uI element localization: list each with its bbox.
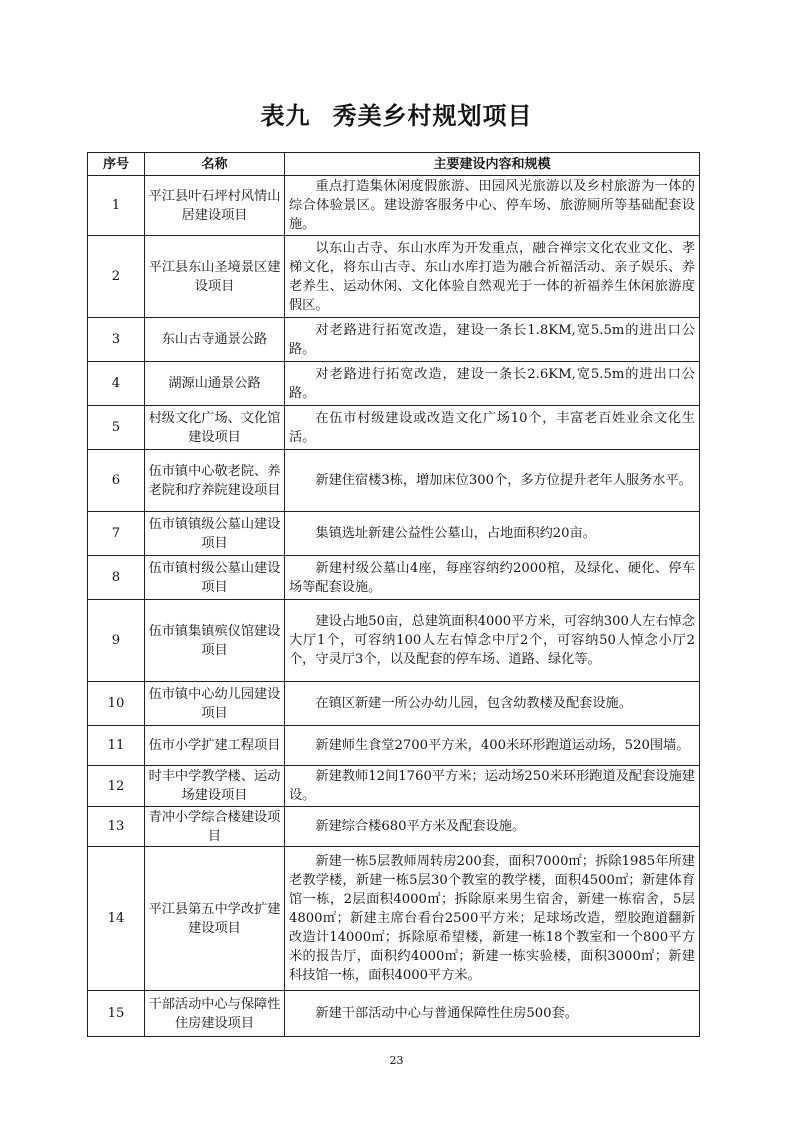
row-content: 对老路进行拓宽改造，建设一条长2.6KM,宽5.5m的进出口公路。 <box>285 362 700 406</box>
row-content: 新建师生食堂2700平方米，400米环形跑道运动场，520围墙。 <box>285 726 700 766</box>
row-name: 伍市镇镇级公墓山建设项目 <box>145 512 285 556</box>
row-content: 在镇区新建一所公办幼儿园，包含幼教楼及配套设施。 <box>285 682 700 726</box>
row-content: 新建干部活动中心与普通保障性住房500套。 <box>285 991 700 1037</box>
table-row <box>88 450 700 512</box>
title-text: 秀美乡村规划项目 <box>332 102 533 130</box>
table-row <box>88 512 700 556</box>
row-name: 平江县东山圣境景区建设项目 <box>145 236 285 318</box>
table-row <box>88 682 700 726</box>
table-row <box>88 556 700 600</box>
row-name: 东山古寺通景公路 <box>145 318 285 362</box>
row-content: 新建住宿楼3栋，增加床位300个，多方位提升老年人服务水平。 <box>285 450 700 512</box>
row-name: 干部活动中心与保障性住房建设项目 <box>145 991 285 1037</box>
table-row <box>88 847 700 991</box>
row-num: 9 <box>88 600 145 682</box>
row-name: 村级文化广场、文化馆建设项目 <box>145 406 285 450</box>
row-num: 6 <box>88 450 145 512</box>
table-row <box>88 406 700 450</box>
row-name: 伍市镇中心幼儿园建设项目 <box>145 682 285 726</box>
project-table <box>87 152 700 1037</box>
row-name: 时丰中学教学楼、运动场建设项目 <box>145 766 285 807</box>
page-title <box>0 96 793 131</box>
row-name: 平江县第五中学改扩建建设项目 <box>145 847 285 991</box>
row-num: 15 <box>88 991 145 1037</box>
table-row <box>88 991 700 1037</box>
table-row <box>88 726 700 766</box>
row-content: 集镇选址新建公益性公墓山，占地面积约20亩。 <box>285 512 700 556</box>
row-num: 3 <box>88 318 145 362</box>
row-name: 湖源山通景公路 <box>145 362 285 406</box>
row-num: 12 <box>88 766 145 807</box>
table-row <box>88 600 700 682</box>
row-num: 2 <box>88 236 145 318</box>
row-content: 重点打造集休闲度假旅游、田园风光旅游以及乡村旅游为一体的综合体验景区。建设游客服务中心、停车场、旅游厕所等基础配套设施。 <box>285 176 700 236</box>
row-num: 7 <box>88 512 145 556</box>
row-name: 伍市镇中心敬老院、养老院和疗养院建设项目 <box>145 450 285 512</box>
header-content: 主要建设内容和规模 <box>285 153 700 176</box>
row-content: 以东山古寺、东山水库为开发重点，融合禅宗文化农业文化、孝梯文化，将东山古寺、东山水库打造为融合祈福活动、亲子娱乐、养老养生、运动休闲、文化体验自然观光于一体的祈福养生休闲旅游度假区。 <box>285 236 700 318</box>
row-content: 新建村级公墓山4座，每座容纳约2000棺，及绿化、硬化、停车场等配套设施。 <box>285 556 700 600</box>
row-content: 新建一栋5层教师周转房200套，面积7000㎡；拆除1985年所建老教学楼，新建一栋5层30个教室的教学楼，面积4500㎡；新建体育馆一栋，2层面积4000㎡；拆除原来男生宿舍，新建一栋宿舍，5层4800㎡；新建主席台看台2500平方米；足球场改造，塑胶跑道翻新改造计14000㎡；拆除原希望楼，新建一栋18个教室和一个800平方米的报告厅，面积约4000㎡；新建一栋实验楼，面积3000㎡；新建科技馆一栋，面积4000平方米。 <box>285 847 700 991</box>
row-content: 建设占地50亩，总建筑面积4000平方米，可容纳300人左右悼念大厅1个，可容纳100人左右悼念中厅2个，可容纳50人悼念小厅2个，守灵厅3个，以及配套的停车场、道路、绿化等。 <box>285 600 700 682</box>
page-number: 23 <box>389 1054 404 1067</box>
row-num: 10 <box>88 682 145 726</box>
header-num: 序号 <box>88 153 145 176</box>
table-row <box>88 176 700 236</box>
table-row <box>88 766 700 807</box>
row-num: 1 <box>88 176 145 236</box>
table-row <box>88 236 700 318</box>
table-row <box>88 807 700 847</box>
row-num: 11 <box>88 726 145 766</box>
row-content: 对老路进行拓宽改造，建设一条长1.8KM,宽5.5m的进出口公路。 <box>285 318 700 362</box>
row-num: 5 <box>88 406 145 450</box>
row-name: 平江县叶石坪村风情山居建设项目 <box>145 176 285 236</box>
row-content: 在伍市村级建设或改造文化广场10个，丰富老百姓业余文化生活。 <box>285 406 700 450</box>
title-table-number: 表九 <box>260 102 311 130</box>
row-num: 13 <box>88 807 145 847</box>
row-name: 伍市镇村级公墓山建设项目 <box>145 556 285 600</box>
table-header-row <box>88 153 700 176</box>
row-name: 青冲小学综合楼建设项目 <box>145 807 285 847</box>
row-num: 4 <box>88 362 145 406</box>
row-num: 8 <box>88 556 145 600</box>
table-row <box>88 362 700 406</box>
row-name: 伍市镇集镇殡仪馆建设项目 <box>145 600 285 682</box>
row-num: 14 <box>88 847 145 991</box>
row-name: 伍市小学扩建工程项目 <box>145 726 285 766</box>
row-content: 新建综合楼680平方米及配套设施。 <box>285 807 700 847</box>
table-row <box>88 318 700 362</box>
header-name: 名称 <box>145 153 285 176</box>
row-content: 新建教师12间1760平方米；运动场250米环形跑道及配套设施建设。 <box>285 766 700 807</box>
